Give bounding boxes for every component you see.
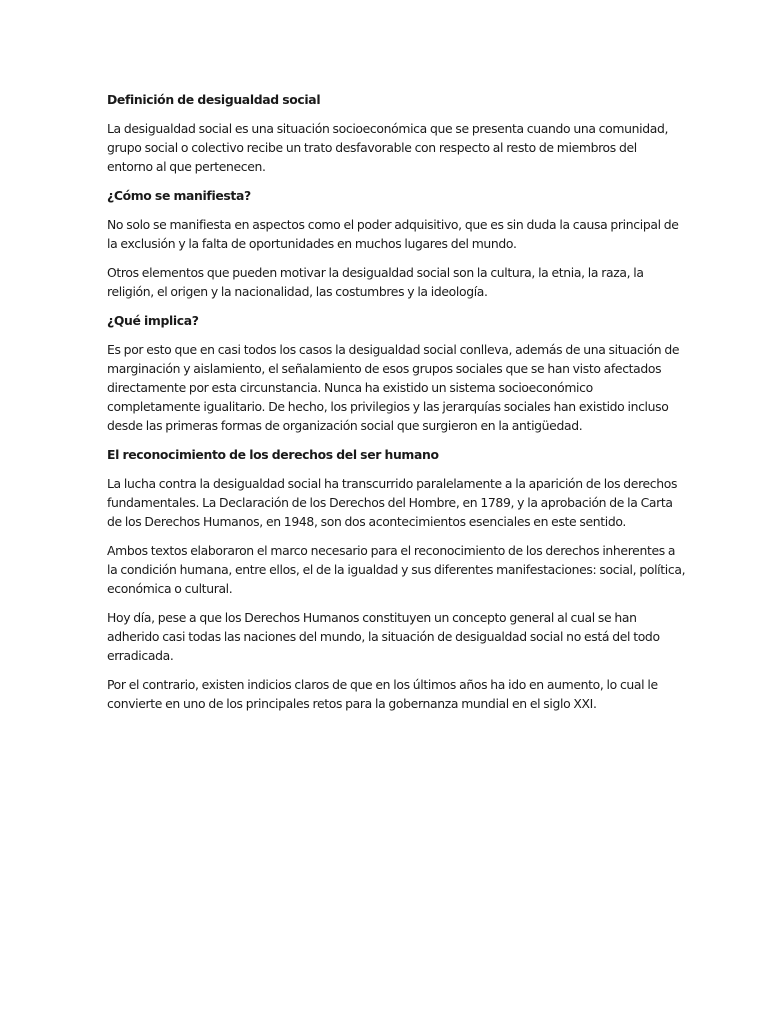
text-line: Definición de desigualdad social xyxy=(107,92,321,107)
text-line: de los Derechos Humanos, en 1948, son dos acontecimientos esenciales en este sentido. xyxy=(107,514,627,529)
text-line: La lucha contra la desigualdad social ha transcurrido paralelamente a la aparición de los derechos xyxy=(107,476,678,491)
paragraph-hoy-dia xyxy=(107,608,663,665)
text-line: convierte en uno de los principales retos para la gobernanza mundial en el siglo XXI. xyxy=(107,696,597,711)
text-line: marginación y aislamiento, el señalamiento de esos grupos sociales que se han visto afectados xyxy=(107,361,662,376)
text-line: económica o cultural. xyxy=(107,581,233,596)
heading-que-implica xyxy=(107,311,663,330)
paragraph-manifiesta-2 xyxy=(107,263,663,301)
text-line: directamente por esta circunstancia. Nunca ha existido un sistema socioeconómico xyxy=(107,380,593,395)
heading-como-se-manifiesta xyxy=(107,186,663,205)
text-line: No solo se manifiesta en aspectos como el poder adquisitivo, que es sin duda la causa principal de xyxy=(107,217,679,232)
paragraph-por-el-contrario xyxy=(107,675,663,713)
paragraph-definicion xyxy=(107,119,669,176)
paragraph-lucha xyxy=(107,474,678,531)
document-page xyxy=(107,90,686,723)
text-line: la condición humana, entre ellos, el de la igualdad y sus diferentes manifestaciones: social, política, xyxy=(107,562,686,577)
paragraph-manifiesta-1 xyxy=(107,215,679,253)
text-line: adherido casi todas las naciones del mundo, la situación de desigualdad social no está del todo xyxy=(107,629,660,644)
text-line: Hoy día, pese a que los Derechos Humanos constituyen un concepto general al cual se han xyxy=(107,610,637,625)
text-line: entorno al que pertenecen. xyxy=(107,159,266,174)
text-line: completamente igualitario. De hecho, los privilegios y las jerarquías sociales han existido incluso xyxy=(107,399,669,414)
paragraph-ambos-textos xyxy=(107,541,686,598)
text-line: Es por esto que en casi todos los casos la desigualdad social conlleva, además de una situación de xyxy=(107,342,680,357)
text-line: ¿Qué implica? xyxy=(107,313,199,328)
text-line: religión, el origen y la nacionalidad, las costumbres y la ideología. xyxy=(107,284,488,299)
heading-reconocimiento xyxy=(107,445,663,464)
text-line: grupo social o colectivo recibe un trato desfavorable con respecto al resto de miembros del xyxy=(107,140,637,155)
heading-definicion xyxy=(107,90,663,109)
text-line: Otros elementos que pueden motivar la desigualdad social son la cultura, la etnia, la raza, la xyxy=(107,265,644,280)
paragraph-implica xyxy=(107,340,680,435)
text-line: Ambos textos elaboraron el marco necesario para el reconocimiento de los derechos inherentes a xyxy=(107,543,676,558)
text-line: desde las primeras formas de organización social que surgieron en la antigüedad. xyxy=(107,418,583,433)
text-line: El reconocimiento de los derechos del ser humano xyxy=(107,447,439,462)
text-line: ¿Cómo se manifiesta? xyxy=(107,188,251,203)
text-line: erradicada. xyxy=(107,648,174,663)
text-line: Por el contrario, existen indicios claros de que en los últimos años ha ido en aumento, lo cual le xyxy=(107,677,658,692)
text-line: la exclusión y la falta de oportunidades en muchos lugares del mundo. xyxy=(107,236,517,251)
text-line: fundamentales. La Declaración de los Derechos del Hombre, en 1789, y la aprobación de la Carta xyxy=(107,495,673,510)
text-line: La desigualdad social es una situación socioeconómica que se presenta cuando una comunidad, xyxy=(107,121,669,136)
